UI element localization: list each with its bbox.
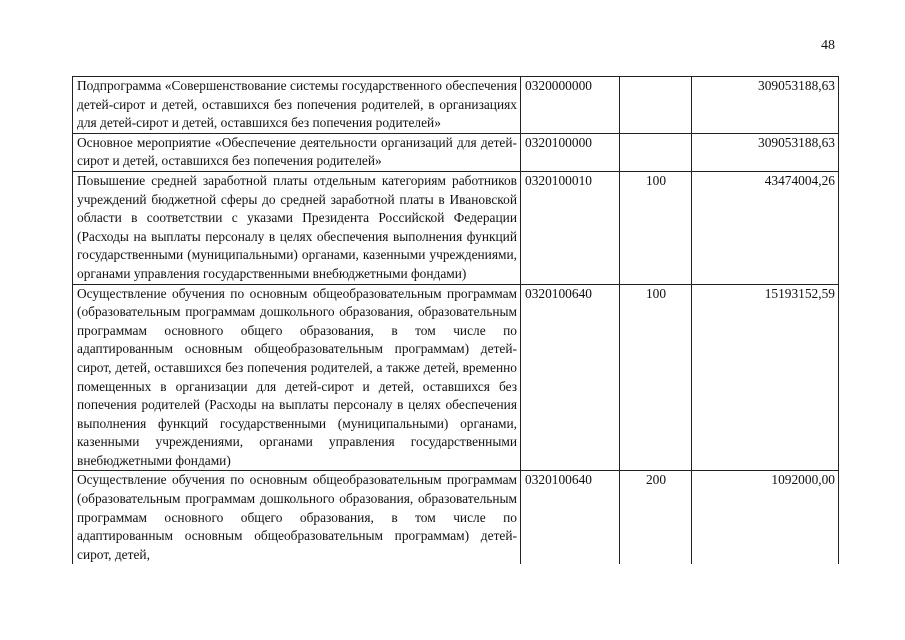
table-row — [73, 133, 839, 171]
row-code: 0320100640 — [521, 471, 620, 564]
table-row — [73, 77, 839, 134]
row-expense-type: 100 — [620, 171, 692, 284]
row-name: Осуществление обучения по основным общеобразовательным программам (образовательным программам дошкольного образования, образовательным программам основного общего образования, в том числе по адаптированным основным общеобразовательным программам) детей-сирот, детей, — [73, 471, 521, 564]
row-expense-type — [620, 77, 692, 134]
row-expense-type — [620, 133, 692, 171]
row-code: 0320100000 — [521, 133, 620, 171]
row-amount: 309053188,63 — [692, 133, 839, 171]
row-amount: 309053188,63 — [692, 77, 839, 134]
row-amount: 1092000,00 — [692, 471, 839, 564]
row-amount: 15193152,59 — [692, 284, 839, 471]
row-code: 0320000000 — [521, 77, 620, 134]
table-row — [73, 471, 839, 564]
table-row — [73, 171, 839, 284]
row-name: Подпрограмма «Совершенствование системы государственного обеспечения детей-сирот и детей, оставшихся без попечения родителей, в организациях для детей-сирот и детей, оставшихся без попечения родителей» — [73, 77, 521, 134]
row-expense-type: 200 — [620, 471, 692, 564]
table-row — [73, 284, 839, 471]
page-number: 48 — [821, 38, 835, 53]
row-name: Основное мероприятие «Обеспечение деятельности организаций для детей-сирот и детей, оставшихся без попечения родителей» — [73, 133, 521, 171]
row-expense-type: 100 — [620, 284, 692, 471]
row-name: Повышение средней заработной платы отдельным категориям работников учреждений бюджетной сферы до средней заработной платы в Ивановской области в соответствии с указами Президента Российской Федерации (Расходы на выплаты персоналу в целях обеспечения выполнения функций государственными (муниципальными) органами, казенными учреждениями, органами управления государственными внебюджетными фондами) — [73, 171, 521, 284]
row-amount: 43474004,26 — [692, 171, 839, 284]
budget-table — [72, 76, 839, 564]
row-name: Осуществление обучения по основным общеобразовательным программам (образовательным программам дошкольного образования, образовательным программам основного общего образования, в том числе по адаптированным основным общеобразовательным программам) детей-сирот, детей, оставшихся без попечения родителей, а также детей, временно помещенных в организации для детей-сирот и детей, оставшихся без попечения родителей (Расходы на выплаты персоналу в целях обеспечения выполнения функций государственными (муниципальными) органами, казенными учреждениями, органами управления государственными внебюджетными фондами) — [73, 284, 521, 471]
row-code: 0320100640 — [521, 284, 620, 471]
row-code: 0320100010 — [521, 171, 620, 284]
